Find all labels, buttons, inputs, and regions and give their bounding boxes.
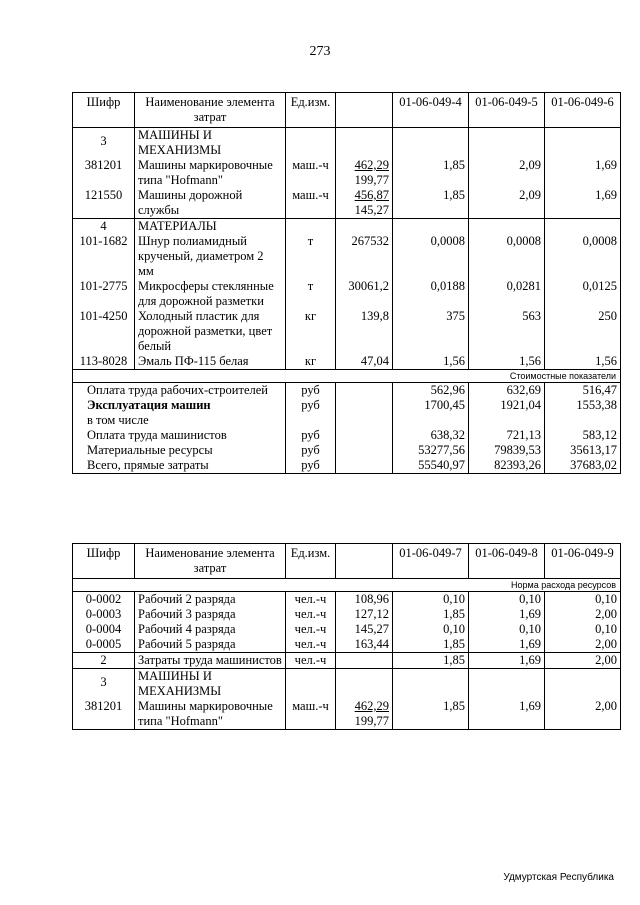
section-code: 3 xyxy=(73,669,135,700)
header-code-1: 01-06-049-7 xyxy=(393,544,469,579)
row-price: 139,8 xyxy=(336,309,393,354)
row-price xyxy=(336,188,393,219)
header-code-3: 01-06-049-6 xyxy=(545,93,621,128)
row-value-2: 1,69 xyxy=(469,637,545,653)
price-bottom: 199,77 xyxy=(354,173,389,187)
section-row xyxy=(73,219,621,235)
caption-row xyxy=(73,370,621,383)
summary-value-2: 1921,04 xyxy=(469,398,545,428)
header-name: Наименование элемента затрат xyxy=(135,544,286,579)
resource-table-2 xyxy=(72,543,621,730)
summary-unit: руб xyxy=(286,443,336,458)
row-cipher: 381201 xyxy=(73,158,135,188)
row-value-3: 0,0125 xyxy=(545,279,621,309)
table-row xyxy=(73,234,621,279)
row-cipher: 381201 xyxy=(73,699,135,730)
row-price xyxy=(336,699,393,730)
table-row xyxy=(73,354,621,370)
row-cipher: 0-0003 xyxy=(73,607,135,622)
row-price: 108,96 xyxy=(336,592,393,608)
page-number: 273 xyxy=(309,44,331,59)
row-name: Микросферы стеклянные для дорожной разметки xyxy=(135,279,286,309)
row-name: Затраты труда машинистов xyxy=(135,653,286,669)
section-code: 3 xyxy=(73,128,135,159)
summary-row xyxy=(73,458,621,474)
row-price: 145,27 xyxy=(336,622,393,637)
summary-unit: руб xyxy=(286,398,336,428)
summary-value-3: 1553,38 xyxy=(545,398,621,428)
section-title: МАШИНЫ И МЕХАНИЗМЫ xyxy=(135,669,286,700)
row-value-1: 1,85 xyxy=(393,653,469,669)
row-value-2: 1,69 xyxy=(469,653,545,669)
row-unit: кг xyxy=(286,354,336,370)
summary-value-1: 638,32 xyxy=(393,428,469,443)
row-value-1: 0,0008 xyxy=(393,234,469,279)
price-bottom: 199,77 xyxy=(354,714,389,728)
header-name: Наименование элемента затрат xyxy=(135,93,286,128)
summary-value-2: 632,69 xyxy=(469,383,545,399)
summary-value-1: 55540,97 xyxy=(393,458,469,474)
row-unit: т xyxy=(286,234,336,279)
row-value-1: 1,85 xyxy=(393,158,469,188)
row-name: Рабочий 5 разряда xyxy=(135,637,286,653)
row-unit: кг xyxy=(286,309,336,354)
table-row xyxy=(73,188,621,219)
summary-name: Эксплуатация машин xyxy=(87,398,211,412)
row-value-2: 0,10 xyxy=(469,592,545,608)
header-code-1: 01-06-049-4 xyxy=(393,93,469,128)
caption-row xyxy=(73,579,621,592)
row-price: 127,12 xyxy=(336,607,393,622)
row-name: Машины маркировочные типа "Hofmann" xyxy=(135,699,286,730)
summary-value-3: 583,12 xyxy=(545,428,621,443)
header-unit: Ед.изм. xyxy=(286,93,336,128)
section-row xyxy=(73,128,621,159)
row-value-2: 1,56 xyxy=(469,354,545,370)
row-name: Эмаль ПФ-115 белая xyxy=(135,354,286,370)
header-price xyxy=(336,544,393,579)
cost-indicators-caption: Стоимостные показатели xyxy=(73,370,621,383)
row-name: Холодный пластик для дорожной разметки, цвет белый xyxy=(135,309,286,354)
summary-row xyxy=(73,398,621,428)
row-value-1: 0,10 xyxy=(393,592,469,608)
summary-name-cell xyxy=(73,398,286,428)
row-value-2: 0,10 xyxy=(469,622,545,637)
row-cipher: 121550 xyxy=(73,188,135,219)
row-value-2: 0,0008 xyxy=(469,234,545,279)
summary-value-3: 37683,02 xyxy=(545,458,621,474)
row-unit: чел.-ч xyxy=(286,637,336,653)
row-value-1: 1,85 xyxy=(393,699,469,730)
table-row xyxy=(73,699,621,730)
table-row xyxy=(73,637,621,653)
row-value-3: 1,56 xyxy=(545,354,621,370)
summary-name: Оплата труда машинистов xyxy=(73,428,286,443)
row-value-3: 250 xyxy=(545,309,621,354)
row-unit: чел.-ч xyxy=(286,622,336,637)
table-header-row xyxy=(73,93,621,128)
summary-name: Оплата труда рабочих-строителей xyxy=(73,383,286,399)
table-header-row xyxy=(73,544,621,579)
row-name: Рабочий 4 разряда xyxy=(135,622,286,637)
row-value-3: 1,69 xyxy=(545,158,621,188)
summary-row xyxy=(73,443,621,458)
row-value-3: 2,00 xyxy=(545,699,621,730)
row-value-1: 1,85 xyxy=(393,188,469,219)
section-row xyxy=(73,669,621,700)
row-value-3: 0,0008 xyxy=(545,234,621,279)
row-unit: маш.-ч xyxy=(286,158,336,188)
row-name: Машины маркировочные типа "Hofmann" xyxy=(135,158,286,188)
row-value-1: 0,10 xyxy=(393,622,469,637)
price-top: 456,87 xyxy=(354,188,389,202)
row-cipher: 101-2775 xyxy=(73,279,135,309)
row-price: 30061,2 xyxy=(336,279,393,309)
row-cipher: 2 xyxy=(73,653,135,669)
header-code-2: 01-06-049-8 xyxy=(469,544,545,579)
row-value-3: 2,00 xyxy=(545,653,621,669)
row-value-2: 563 xyxy=(469,309,545,354)
row-cipher: 0-0005 xyxy=(73,637,135,653)
row-value-2: 1,69 xyxy=(469,699,545,730)
section-title: МАШИНЫ И МЕХАНИЗМЫ xyxy=(135,128,286,159)
row-cipher: 0-0004 xyxy=(73,622,135,637)
row-value-2: 2,09 xyxy=(469,158,545,188)
row-value-2: 2,09 xyxy=(469,188,545,219)
row-price: 267532 xyxy=(336,234,393,279)
summary-name: Материальные ресурсы xyxy=(73,443,286,458)
header-cipher: Шифр xyxy=(73,93,135,128)
row-price: 163,44 xyxy=(336,637,393,653)
row-value-1: 1,85 xyxy=(393,637,469,653)
summary-value-3: 35613,17 xyxy=(545,443,621,458)
summary-name: Всего, прямые затраты xyxy=(73,458,286,474)
summary-value-2: 79839,53 xyxy=(469,443,545,458)
row-price: 47,04 xyxy=(336,354,393,370)
row-value-3: 2,00 xyxy=(545,607,621,622)
row-cipher: 101-4250 xyxy=(73,309,135,354)
row-value-3: 0,10 xyxy=(545,592,621,608)
section-title: МАТЕРИАЛЫ xyxy=(135,219,286,235)
section-code: 4 xyxy=(73,219,135,235)
summary-value-3: 516,47 xyxy=(545,383,621,399)
row-value-2: 0,0281 xyxy=(469,279,545,309)
row-unit: маш.-ч xyxy=(286,188,336,219)
summary-row xyxy=(73,383,621,399)
header-code-2: 01-06-049-5 xyxy=(469,93,545,128)
row-value-3: 2,00 xyxy=(545,637,621,653)
row-unit: чел.-ч xyxy=(286,592,336,608)
row-value-1: 0,0188 xyxy=(393,279,469,309)
row-value-3: 1,69 xyxy=(545,188,621,219)
row-name: Рабочий 2 разряда xyxy=(135,592,286,608)
row-cipher: 0-0002 xyxy=(73,592,135,608)
row-cipher: 113-8028 xyxy=(73,354,135,370)
summary-subtitle: в том числе xyxy=(87,413,149,427)
row-name: Шнур полиамидный крученый, диаметром 2 мм xyxy=(135,234,286,279)
row-cipher: 101-1682 xyxy=(73,234,135,279)
table-row xyxy=(73,158,621,188)
table-row xyxy=(73,309,621,354)
table-row xyxy=(73,279,621,309)
header-cipher: Шифр xyxy=(73,544,135,579)
summary-unit: руб xyxy=(286,458,336,474)
row-value-2: 1,69 xyxy=(469,607,545,622)
header-code-3: 01-06-049-9 xyxy=(545,544,621,579)
row-name: Рабочий 3 разряда xyxy=(135,607,286,622)
row-value-3: 0,10 xyxy=(545,622,621,637)
table-row xyxy=(73,622,621,637)
footer-region: Удмуртская Республика xyxy=(503,872,614,883)
summary-unit: руб xyxy=(286,383,336,399)
summary-value-2: 721,13 xyxy=(469,428,545,443)
price-top: 462,29 xyxy=(354,699,389,713)
header-unit: Ед.изм. xyxy=(286,544,336,579)
summary-row xyxy=(73,428,621,443)
price-bottom: 145,27 xyxy=(354,203,389,217)
row-value-1: 1,56 xyxy=(393,354,469,370)
table-row xyxy=(73,653,621,669)
table-row xyxy=(73,592,621,608)
header-price xyxy=(336,93,393,128)
summary-unit: руб xyxy=(286,428,336,443)
row-unit: маш.-ч xyxy=(286,699,336,730)
resource-norm-caption: Норма расхода ресурсов xyxy=(73,579,621,592)
summary-value-1: 53277,56 xyxy=(393,443,469,458)
summary-value-1: 562,96 xyxy=(393,383,469,399)
table-row xyxy=(73,607,621,622)
row-unit: чел.-ч xyxy=(286,607,336,622)
row-price xyxy=(336,158,393,188)
resource-table-1 xyxy=(72,92,621,474)
row-unit: т xyxy=(286,279,336,309)
row-value-1: 375 xyxy=(393,309,469,354)
summary-value-2: 82393,26 xyxy=(469,458,545,474)
summary-value-1: 1700,45 xyxy=(393,398,469,428)
price-top: 462,29 xyxy=(354,158,389,172)
row-name: Машины дорожной службы xyxy=(135,188,286,219)
row-unit: чел.-ч xyxy=(286,653,336,669)
row-value-1: 1,85 xyxy=(393,607,469,622)
